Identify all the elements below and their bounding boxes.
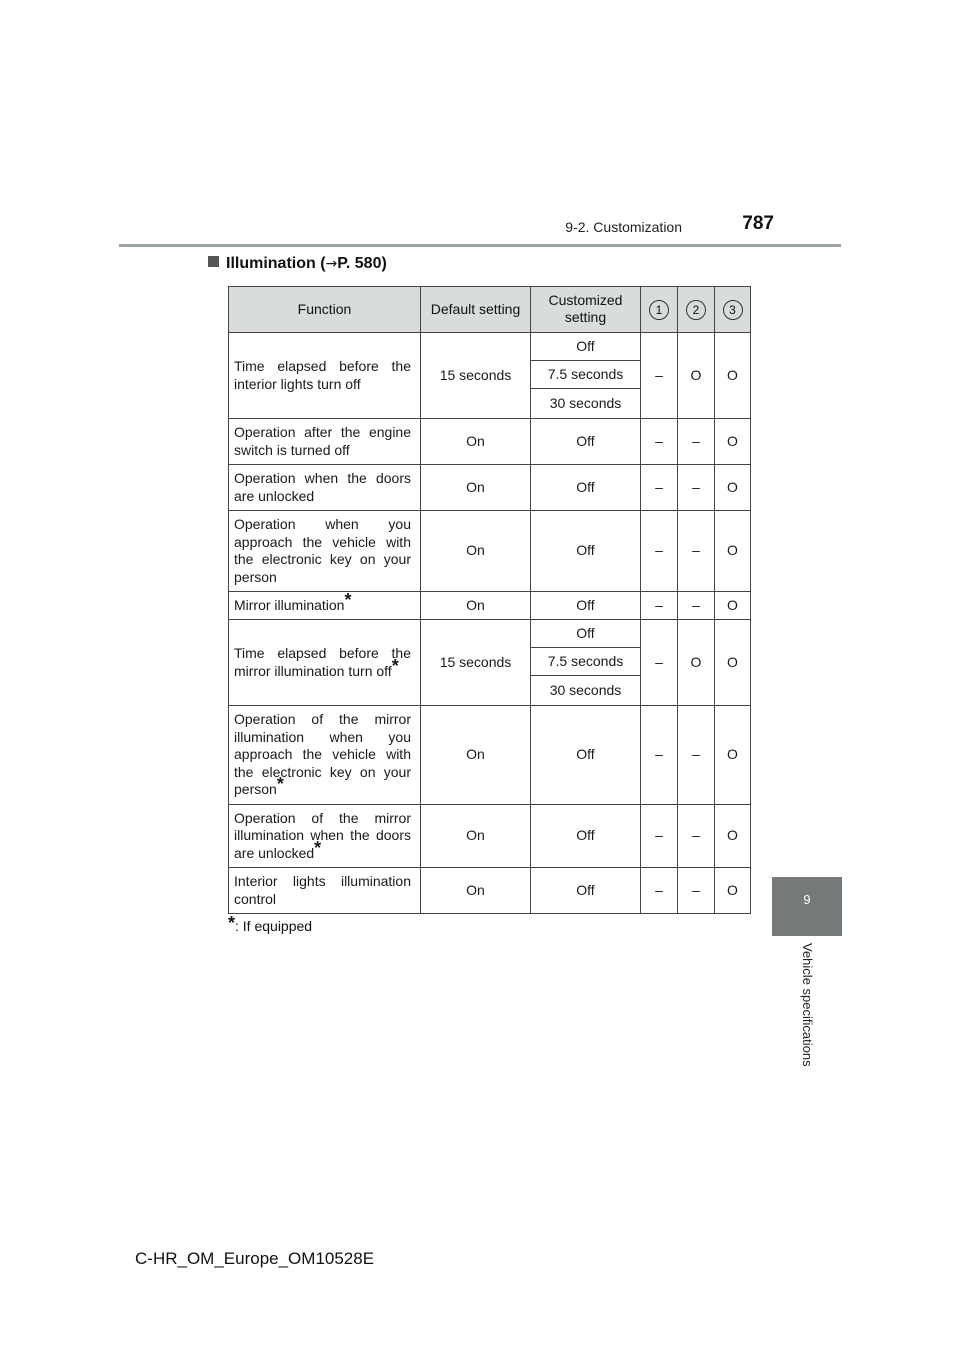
custom-cell: Off — [531, 706, 641, 805]
function-cell: Operation when you approach the vehicle with the electronic key on your person — [229, 511, 421, 592]
chapter-tab[interactable] — [772, 877, 842, 936]
customization-table — [228, 286, 751, 914]
arrow-right-icon: → — [325, 256, 338, 272]
table-row — [229, 419, 751, 465]
method-2-cell: – — [678, 868, 715, 914]
method-3-cell: O — [715, 511, 751, 592]
default-cell: On — [421, 706, 531, 805]
custom-option-cell: 7.5 seconds — [531, 648, 641, 676]
method-1-cell: – — [641, 706, 678, 805]
footnote-text: : If equipped — [235, 918, 313, 934]
circled-3-icon: 3 — [723, 300, 743, 320]
method-2-cell: – — [678, 511, 715, 592]
method-2-cell: – — [678, 805, 715, 868]
custom-cell: Off — [531, 592, 641, 620]
table-row — [229, 868, 751, 914]
method-2-cell: O — [678, 620, 715, 706]
section-title: Illumination ( — [226, 255, 326, 272]
method-3-cell: O — [715, 868, 751, 914]
chapter-number: 9 — [803, 892, 811, 907]
column-header-method-3 — [715, 287, 751, 333]
function-cell: Operation after the engine switch is turned off — [229, 419, 421, 465]
section-heading — [208, 255, 387, 273]
column-header-method-1 — [641, 287, 678, 333]
default-cell: On — [421, 465, 531, 511]
column-header-custom: Customized setting — [531, 287, 641, 333]
column-header-function: Function — [229, 287, 421, 333]
header-divider — [119, 244, 841, 247]
method-1-cell: – — [641, 511, 678, 592]
custom-option-cell: 7.5 seconds — [531, 361, 641, 389]
table-row — [229, 333, 751, 361]
default-cell: 15 seconds — [421, 620, 531, 706]
function-cell: Mirror illumination* — [229, 592, 421, 620]
method-2-cell: – — [678, 706, 715, 805]
method-1-cell: – — [641, 592, 678, 620]
method-1-cell: – — [641, 333, 678, 419]
column-header-default: Default setting — [421, 287, 531, 333]
default-cell: On — [421, 805, 531, 868]
function-cell: Operation of the mirror illumination when you approach the vehicle with the electronic key on your person* — [229, 706, 421, 805]
circled-2-icon: 2 — [686, 300, 706, 320]
table-row — [229, 706, 751, 805]
function-cell: Interior lights illumination control — [229, 868, 421, 914]
method-3-cell: O — [715, 706, 751, 805]
function-cell: Time elapsed before the interior lights turn off — [229, 333, 421, 419]
function-cell: Time elapsed before the mirror illumination turn off* — [229, 620, 421, 706]
footnote-star: * — [276, 774, 284, 795]
method-3-cell: O — [715, 465, 751, 511]
column-header-method-2 — [678, 287, 715, 333]
page-number: 787 — [742, 213, 774, 234]
default-cell: On — [421, 868, 531, 914]
default-cell: On — [421, 511, 531, 592]
section-page-ref[interactable]: P. 580) — [337, 255, 387, 272]
table-header-row — [229, 287, 751, 333]
method-3-cell: O — [715, 419, 751, 465]
footnote-star: * — [344, 589, 352, 610]
function-cell: Operation of the mirror illumination when the doors are unlocked* — [229, 805, 421, 868]
footnote — [228, 913, 313, 934]
custom-option-cell: Off — [531, 620, 641, 648]
method-3-cell: O — [715, 620, 751, 706]
table-row — [229, 805, 751, 868]
custom-option-cell: 30 seconds — [531, 676, 641, 706]
method-2-cell: – — [678, 419, 715, 465]
method-2-cell: O — [678, 333, 715, 419]
default-cell: On — [421, 592, 531, 620]
circled-1-icon: 1 — [649, 300, 669, 320]
custom-cell: Off — [531, 419, 641, 465]
method-1-cell: – — [641, 805, 678, 868]
table-row — [229, 620, 751, 648]
square-bullet-icon — [208, 256, 219, 267]
default-cell: On — [421, 419, 531, 465]
custom-cell: Off — [531, 511, 641, 592]
table-row — [229, 465, 751, 511]
method-1-cell: – — [641, 419, 678, 465]
chapter-label-text: Vehicle specifications — [800, 943, 815, 1067]
method-1-cell: – — [641, 868, 678, 914]
footnote-star: * — [228, 913, 236, 933]
footnote-star: * — [391, 655, 399, 676]
method-3-cell: O — [715, 805, 751, 868]
method-1-cell: – — [641, 465, 678, 511]
method-3-cell: O — [715, 333, 751, 419]
function-cell: Operation when the doors are unlocked — [229, 465, 421, 511]
method-1-cell: – — [641, 620, 678, 706]
footnote-star: * — [314, 837, 322, 858]
custom-option-cell: 30 seconds — [531, 389, 641, 419]
custom-cell: Off — [531, 465, 641, 511]
custom-option-cell: Off — [531, 333, 641, 361]
document-code: C-HR_OM_Europe_OM10528E — [135, 1249, 375, 1268]
table-row — [229, 592, 751, 620]
default-cell: 15 seconds — [421, 333, 531, 419]
method-2-cell: – — [678, 592, 715, 620]
custom-cell: Off — [531, 805, 641, 868]
table-row — [229, 511, 751, 592]
custom-cell: Off — [531, 868, 641, 914]
header-section-title: 9-2. Customization — [565, 219, 682, 235]
method-2-cell: – — [678, 465, 715, 511]
method-3-cell: O — [715, 592, 751, 620]
